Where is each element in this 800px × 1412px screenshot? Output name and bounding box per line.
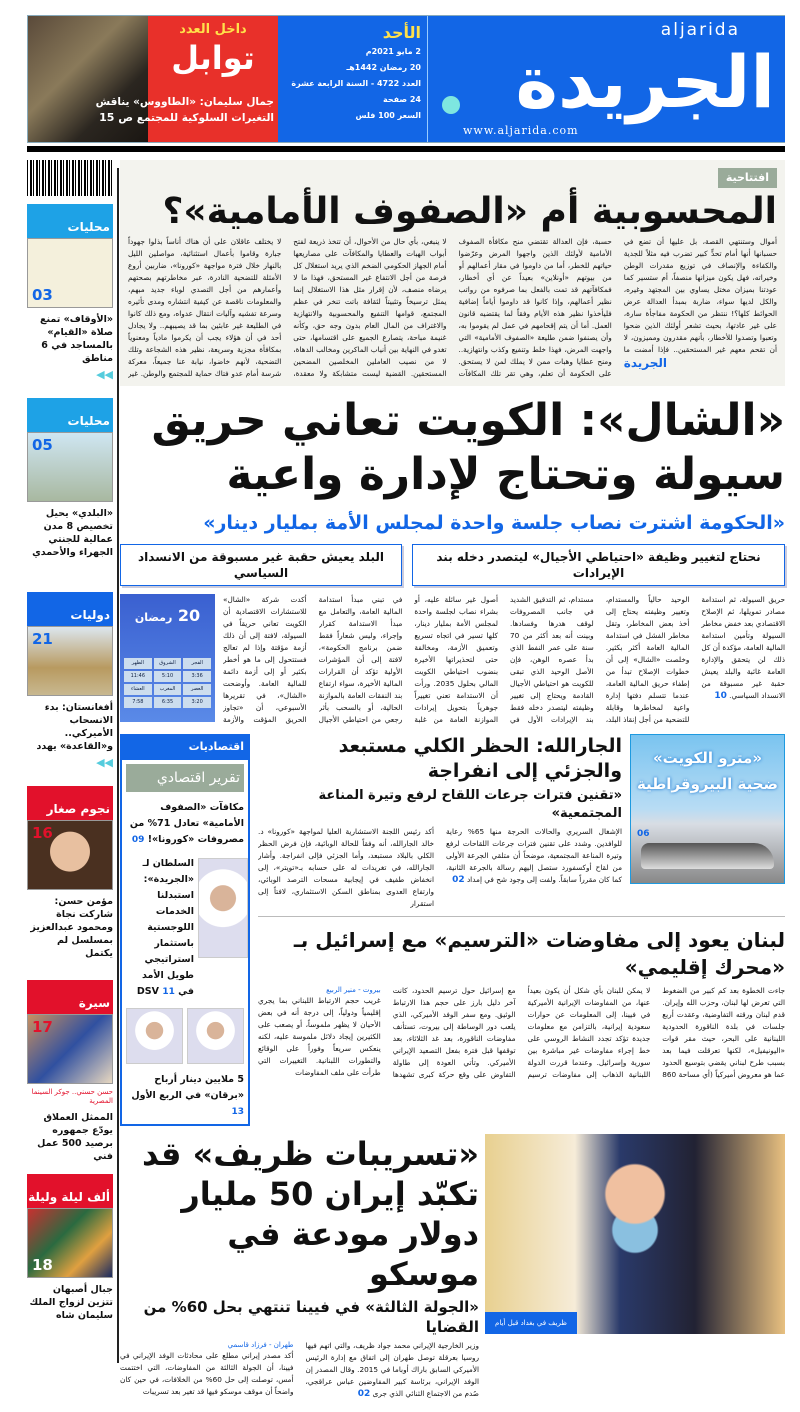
prayer-time-cell: المغرب bbox=[154, 684, 182, 695]
promo-headline: جمال سليمان: «الطاووس» يناقش التغيرات السلوكية للمجتمع bbox=[95, 96, 274, 124]
editorial-column bbox=[624, 236, 777, 380]
prayer-time-cell: الشروق bbox=[154, 658, 182, 669]
editorial-signature: الجريدة bbox=[623, 356, 668, 370]
zarif-photo bbox=[485, 1134, 785, 1334]
lebanon-body bbox=[258, 985, 785, 1081]
editorial-headline[interactable]: المحسوبية أم «الصفوف الأمامية»؟ bbox=[162, 191, 777, 232]
page-number: 21 bbox=[32, 630, 53, 648]
jarallah-body bbox=[258, 826, 622, 910]
page-number: 18 bbox=[32, 1256, 53, 1274]
metro-headline: «مترو الكويت» ضحية البيروقراطية bbox=[636, 749, 779, 793]
issue-info bbox=[278, 16, 428, 142]
thumbnail bbox=[27, 626, 113, 696]
economy-item[interactable] bbox=[122, 796, 248, 852]
promo-page: ص 15 bbox=[99, 111, 134, 124]
thumbnail bbox=[27, 432, 113, 502]
article-column: الوحيد حالياً والمستدام، وتغيير وظيفته يحتاج إلى أخذ بعض المخاطر، وتقل مخاطر الفشل في استدامة المالية العامة أكثر بكثير. وخلصت «الشال» إلى أن خطوات الإصلاح تبدأ من إطفاء حريق المالية العامة، عندما تتسلم دفتها إدارة واعية لمخاطرها وقابلة للتضحية من أجل إنقاذ البلد، bbox=[605, 595, 690, 724]
main-content bbox=[120, 160, 785, 1412]
sidebar-item-young-stars[interactable] bbox=[27, 786, 113, 980]
article-column: مع إسرائيل حول ترسيم الحدود، كانت آخر دليل بارز على حجم هذا الارتباط الوثيق. ومع سفر الوفد الأميركي، الذي يلعب دور الوساطة إلى بيروت، تستأنف مفاوضات الناقورة، بعد غد الثلاثاء، بعد توقفها قبل فترة بفعل التصعيد الإيراني الأميركي. وتأتي العودة إلى طاولة التفاوض على وقع حركة كبرى تشهدها bbox=[392, 986, 516, 1079]
article-column bbox=[258, 985, 381, 1081]
lebanon-article bbox=[258, 927, 785, 1081]
ramadan-prayer-times bbox=[120, 594, 215, 722]
portrait-photo bbox=[126, 1008, 183, 1064]
iran-article bbox=[120, 1134, 785, 1412]
prayer-time-cell: العشاء bbox=[124, 684, 152, 695]
economy-headline: السلطان لـ «الجريدة»: استبدلنا الخدمات اللوجستية باستثمار استراتيجي طويل الأمد في DSV bbox=[136, 858, 194, 997]
editorial-column: لا ينبغي، بأي حال من الأحوال، أن تتخذ ذريعة لفتح أبواب الهبات والعطايا والمكافآت على مصاريعها أمام الجهاز الحكومي الضخم الذي يريد استغلال كل فرصة من أجل الانتفاع غير المستحق، فهذا ما لا يرضاه منصف، لأن إقرار مثل هذا الاستغلال إنما يمثل ترسيخاً وتثبيتاً لثقافة باتت تنخر في عظم المجتمع، قوامها التنفيع والمحسوبية والانتهازية والاغتراف من المال العام بدون وجه حق، وكأنه غنيمة مباحة، يتصارع الجميع على اقتسامها، حتى تغدو في النهاية بين أنياب الماكرين ومخالب الدهاة، لا من نصيب العاملين المخلصين المضحين المستحقين. القضية ليست متشابكة ولا معقدة، bbox=[293, 237, 447, 378]
thumbnail bbox=[27, 1014, 113, 1084]
article-column bbox=[306, 1340, 480, 1412]
photo-caption: ظريف في بغداد قبل أيام bbox=[485, 1312, 577, 1334]
caption: أفغانستان: بدء الانسحاب الأميركي.. و«القاعدة» يهدد bbox=[36, 702, 113, 752]
prayer-time-cell: الظهر bbox=[124, 658, 152, 669]
sidebar-item-local-1[interactable] bbox=[27, 204, 113, 398]
prayer-time-cell: العصر bbox=[183, 684, 211, 695]
article-column: أكدت شركة «الشال» للاستشارات الاقتصادية أن الكويت تعاني حريقاً في السيولة، لافتة إلى أن ذلك أزمة مؤقتة وإذا لم تعالج فستتحول إلى ما هو أخطر بكثير أو إلى أزمة دائمة للمالية العامة. وأوضحت «الشال»، في تقريرها الأسبوعي، أن «تجاوز الحريق المؤقت والأزمة bbox=[223, 595, 307, 724]
issue-number: العدد 4722 - السنة الرابعة عشرة bbox=[291, 79, 421, 88]
continued-page[interactable]: 02 bbox=[357, 1389, 371, 1399]
ramadan-day bbox=[120, 606, 215, 628]
article-column bbox=[446, 826, 622, 910]
page-number: 05 bbox=[32, 436, 53, 454]
page-number: 03 bbox=[32, 286, 53, 304]
economy-item[interactable] bbox=[122, 1068, 248, 1124]
logo-arabic: الجريدة bbox=[515, 40, 775, 124]
article-column-text: وزير الخارجية الإيراني محمد جواد ظريف، والتي اتهم فيها روسيا بعرقلة توصل طهران إلى اتفاق مع إدارة الرئيس الأميركي السابق باراك أوباما في 2015. وقال المصدر إن الوفد الإيراني، برئاسة كبير المفاوضين عباس عراقجي، صُدم من الاجتماع الثنائي الذي جرى bbox=[305, 1341, 479, 1398]
shal-subhead-box: نحتاج لتغيير وظيفة «احتياطي الأجيال» ليتصدر دخله بند الإيرادات bbox=[412, 544, 785, 586]
caption: جبال أصبهان تتزين لزواج الملك سليمان شاه bbox=[29, 1284, 113, 1321]
sidebar bbox=[27, 160, 113, 1368]
byline: بيروت - منير الربيع bbox=[326, 986, 381, 994]
prayer-times-grid bbox=[124, 658, 211, 708]
economy-headline: 5 ملايين دينار أرباح «برقان» في الربع الأول bbox=[131, 1074, 244, 1101]
date-hijri: 20 رمضان 1442هـ bbox=[346, 63, 421, 72]
sidebar-item-arabian-nights[interactable] bbox=[27, 1174, 113, 1368]
section-label: دوليات bbox=[27, 592, 113, 626]
jarallah-headline[interactable]: الجارالله: الحظر الكلي مستبعد والجزئي إلى انفراجة bbox=[338, 735, 622, 782]
article-column: لا يمكن للبنان بأي شكل أن يكون بعيداً عنها، من المفاوضات الإيرانية الأميركية في فيينا، إلى المعلومات عن حوارات سعودية إيرانية، بالتزامن مع معلومات جديدة تؤكد تجدد النشاط الروسي على خط إجراء مفاوضات غير مباشرة بين سورية وإسرائيل. وعندما قررت الدولة اللبنانية الذهاب إلى مفاوضات ترسيم bbox=[527, 986, 651, 1079]
article-column-text: الإشغال السريري والحالات الحرجة منها 65% رعاية للوافدين. وشدد على تقنين فترات جرعات اللقاحات لرفع وتيرة المناعة المجتمعية، موضحاً أن متلقي الجرعة الأولى من لقاح أوكسفورد ستصل إليهم رسالة بالجرعة الثانية، كما كان مقرراً سابقاً. ولفت إلى وجود شح في إمداد bbox=[446, 827, 622, 884]
report-label: تقرير اقتصادي bbox=[126, 764, 244, 792]
metro-promo[interactable] bbox=[630, 734, 785, 884]
caption: مؤمن حسن: شاركت نجاة ومحمود عبدالعزيز بمسلسل لم يكتمل bbox=[30, 896, 113, 959]
thumbnail bbox=[27, 820, 113, 890]
logo-dot bbox=[442, 96, 460, 114]
economy-headline: مكافآت «الصفوف الأمامية» تعادل 71% من مصروفات «كورونا»! bbox=[129, 802, 244, 845]
jarallah-subheadline: «تقنين فترات جرعات اللقاح لرفع وتيرة المناعة المجتمعية» bbox=[318, 788, 622, 821]
ramadan-day-number: 20 bbox=[177, 606, 201, 625]
tawabil-logo: توابل bbox=[171, 39, 255, 77]
article-column-text: أكد مصدر إيراني مطلع على محادثات الوفد الإيراني في فيينا، أن الجولة الثالثة من المفاوضات، التي اختتمت أمس، توصلت إلى حل 60% من الخلافات، في حين كان واضحاً أن موقف موسكو فيها قد تغير بعد تسريبات bbox=[120, 1351, 294, 1396]
editorial-column: لا يختلف عاقلان على أن هناك أناساً بذلوا جهوداً جبارة وقاموا بأعمال استثنائية، مواصلين الليل بالنهار خلال فترة مواجهة «كورونا»، ضاربين أروع الأمثلة للتضحية النادرة، عبر مخاطرتهم بصحتهم وأعمارهم من أجل التصدي لوباء جديد مبهم، والمعلومات ناقصة عن كيفية انتشاره ومدى تأثيره وسرعة تفشيه وآليات انتقال عدواه، ومع ذلك كانوا في الطليعة غير عابئين بما قد يصيبهم.. ولا يجادل أحد في أن هؤلاء يجب أن يكرموا مادياً ومعنوياً بمكافأة مجزية وسريعة، نظير هذه الشجاعة وتلك التضحية، لأنهم خاضوا، نيابة عنا جميعاً، معركة شرسة أمام عدو فتاك حماية للمجتمع والوطن. غير bbox=[128, 237, 282, 378]
portrait-photo bbox=[198, 858, 248, 958]
date-gregorian: 2 مايو 2021م bbox=[365, 47, 421, 56]
divider bbox=[27, 146, 785, 152]
shal-article-body bbox=[223, 594, 785, 726]
shal-subhead-box: البلد يعيش حقبة غير مسبوقة من الانسداد السياسي bbox=[120, 544, 402, 586]
caption: «الأوقاف» تمنع صلاة «القيام» بالمساجد في 6 مناطق bbox=[40, 314, 113, 364]
caption: الممثل العملاق يودّع جمهوره برصيد 500 عمل فني bbox=[37, 1112, 113, 1162]
lebanon-headline[interactable]: لبنان يعود إلى مفاوضات «الترسيم» مع إسرائيل بـ «محرك إقليمي» bbox=[293, 928, 785, 979]
article-column bbox=[701, 594, 785, 726]
editorial-column-text: أموال وستنتهي القصة، بل عليها أن تضع في حسبانها أنها أمام تحدٍّ كبير تضرب فيه مثلاً للجدية والكفاءة والإنصاف في توزيع مقدرات الوطن وخيراته، فهل يكون ميزانها منصفاً، أم ستسير كما عودتنا بميزان مختل يساوي بين المجتهد وغيره، والكل لديها سواء، ضاربة بمبدأ العدالة عرض الحوائط كلها؟! ننتظر من الحكومة مفاجأة سارة، على غير عادتها، بحيث تشعر أولئك الذين ضحوا وتعبوا وتصدوا للأخطار، بأنهم مقدرون ومميزون، لا أن تقحم معهم غير المستحقين.. فإذا أمضت ما bbox=[623, 237, 777, 354]
portrait-photo bbox=[187, 1008, 244, 1064]
editorial-column: حسبة، فإن العدالة تقتضي منح مكافأة الصفوف الأمامية لأولئك الذين واجهوا المرض وعرّضوا حياتهم للخطر، أما من داوموا في مقار أعمالهم أو من بيوتهم «أونلاين» بعيداً عن أي أخطار، فمكافآتهم قد تمت بالفعل بما صرفوه من رواتب نظير أعمالهم، وإذا كانوا قد داوموا أياماً إضافية فليأخذوا نظير هذه الأيام وفقاً لما يقتضيه قانون العمل. أما أن يتم إقحامهم في عمل لم يقوموا به، وأن يصنفوا ضمن طليعة «الصفوف الأمامية» التي واجهت المرض، فهذا خلط وتنفيع وكذب وانتهازية.. ومنح عطايا وهبات ممن لا يملك لمن لا يستحق. على الحكومة أن تعلم، وهي تقر تلك المكافآت bbox=[458, 237, 612, 378]
article-column bbox=[120, 1340, 294, 1412]
prayer-time-cell: 11:46 bbox=[124, 671, 152, 682]
page-number: 11 bbox=[162, 987, 175, 997]
sidebar-item-biography[interactable] bbox=[27, 980, 113, 1174]
main-headline[interactable]: «الشال»: الكويت تعاني حريق سيولة وتحتاج لإدارة واعية bbox=[151, 395, 785, 500]
caption: «البلدي» يحيل تخصيص 8 مدن عمالية للجنتي الجهراء والأحمدي bbox=[32, 508, 113, 558]
price: السعر 100 فلس bbox=[355, 111, 421, 120]
page-number: 09 bbox=[131, 835, 145, 845]
page-number: 13 bbox=[231, 1107, 244, 1117]
page-number: 06 bbox=[637, 829, 650, 839]
section-label: محليات bbox=[27, 398, 113, 432]
iran-subheadline: «الجولة الثالثة» في فيينا تنتهي بحل 60% من القضايا bbox=[143, 1298, 479, 1336]
prayer-time-cell: 6:35 bbox=[154, 697, 182, 708]
article-column: في تبني مبدأ استدامة المالية العامة، والتعامل مع مبدأ الاستدامة كقرار وإجراء، وليس شعاراً فقط ضمن برنامج الحكومة»، لافتة إلى أن المؤشرات الأولية تؤكد أن القرارات المالية الأخيرة، سواء ارتفاع بند النفقات العامة بالموازنة الحالية، أو بالسحب بأثر رجعي من احتياطي الأجيال bbox=[318, 595, 403, 724]
section-label: سيرة bbox=[27, 980, 113, 1014]
main-subheadline: «الحكومة اشترت نصاب جلسة واحدة لمجلس الأمة بمليار دينار» bbox=[203, 512, 785, 534]
chevron-left-icon: ◀◀ bbox=[96, 756, 113, 769]
prayer-time-cell: 3:20 bbox=[183, 697, 211, 708]
article-column-text: جاءت الخطوة بعد كم كبير من الضغوط التي تعرض لها لبنان، وحزب الله وإيران. قدم لبنان ورقته التفاوضية، وعقدت أربع جلسات في بلدة الناقورة الحدودية اللبنانية على البحر، حيث مقر قوات «اليونيفيل»، لكنها تعرقلت فيما بعد بسبب طرح لبناني يقضي بتوسيع الحدود عما هو معروض أميركياً (أي مساحة 860 bbox=[662, 986, 785, 1079]
page-number: 16 bbox=[32, 824, 53, 842]
chevron-left-icon: ◀◀ bbox=[96, 368, 113, 381]
article-column: مستدام، ثم التدقيق الشديد في جانب المصروفات لوقف هدرها وفسادها. وبينت أنه بعد أكثر من 70 سنة على عمر النفط الذي بدأ عصره الوهن، فإن الأصل الوحيد الذي تبقى للكويت هو احتياطي الأجيال القادمة ويحتاج إلى تغيير وظيفته ليتصدر دخله فقط بند الإيرادات الأول في bbox=[510, 595, 594, 724]
barcode bbox=[27, 160, 113, 196]
page-number: 17 bbox=[32, 1018, 53, 1036]
byline: طهران - فرزاد قاسمي bbox=[227, 1341, 294, 1349]
sidebar-divider bbox=[117, 168, 119, 1363]
continued-page[interactable]: 02 bbox=[452, 875, 465, 885]
sidebar-item-international[interactable] bbox=[27, 592, 113, 786]
train-image bbox=[641, 843, 774, 869]
masthead bbox=[27, 15, 785, 143]
article-column: أكد رئيس اللجنة الاستشارية العليا لمواجهة «كورونا» د. خالد الجارالله، أنه وفقاً للحالة الوبائية، فإن فرض الحظر الكلي بالبلاد مستبعد، وأما الجزئي فإلى انفراجة. وأشار الجارالله، في تغريدات له على حسابه بـ«تويتر»، إلى انخفاض طفيف في إيجابية مسحات الترصد الوبائي، وارتفاع العدوى بمناطق السكن الاستثماري، لافتاً إلى استقرار bbox=[258, 827, 434, 908]
ramadan-label: رمضان bbox=[134, 611, 173, 624]
article-column: أصول غير سائلة عليه، أو بشراء نصاب لجلسة واحدة لمجلس الأمة بمليار دينار، كلها تسير في اتجاه تسريع وتعميق الأزمة، ومخالفة حتى لتحذيراتها الأخيرة بنضوب احتياطي الكويت المالي بحلول 2035. ورأت أن الاستدامة تعني تغييراً جوهرياً بتحويل إيرادات الموازنة العامة من غلبة bbox=[414, 595, 499, 724]
editorial-label: افتتاحية bbox=[718, 168, 777, 188]
logo-latin: aljarida bbox=[660, 20, 740, 40]
economy-item[interactable] bbox=[122, 852, 198, 1004]
thumbnail bbox=[27, 1208, 113, 1278]
prayer-time-cell: 5:10 bbox=[154, 671, 182, 682]
economy-box bbox=[120, 734, 250, 1126]
iran-headline[interactable]: «تسريبات ظريف» قد تكبّد إيران 50 مليار دولار مودعة في موسكو bbox=[142, 1135, 479, 1293]
thumbnail bbox=[27, 238, 113, 308]
caption-kicker: حسن حسني.. جوكر السينما المصرية bbox=[31, 1088, 113, 1105]
article-column-text: حريق السيولة، ثم استدامة مصادر تمويلها، ثم الإصلاح الاقتصادي بعد خفض مخاطر السيولة وتأمين استدامة المالية العامة، مؤكدة أن كل ذلك لن يتحقق والإدارة العامة غائبة والبلد يعيش حقبة غير مسبوقة من الانسداد السياسي. bbox=[701, 595, 786, 700]
article-column bbox=[662, 985, 785, 1081]
page-count: 24 صفحة bbox=[382, 95, 421, 104]
newspaper-logo[interactable] bbox=[428, 16, 785, 142]
inside-issue-promo[interactable] bbox=[28, 16, 278, 142]
editorial[interactable] bbox=[120, 160, 785, 386]
prayer-time-cell: 3:36 bbox=[183, 671, 211, 682]
inside-issue-label: داخل العدد bbox=[179, 22, 247, 37]
prayer-time-cell: 7:58 bbox=[124, 697, 152, 708]
sidebar-item-local-2[interactable] bbox=[27, 398, 113, 592]
section-label: محليات bbox=[27, 204, 113, 238]
section-label: اقتصاديات bbox=[122, 734, 248, 760]
section-label: نجوم صغار bbox=[27, 786, 113, 820]
continued-page[interactable]: 10 bbox=[714, 691, 727, 701]
prayer-time-cell: الفجر bbox=[183, 658, 211, 669]
day: الأحد bbox=[382, 23, 421, 42]
website-url[interactable]: www.aljarida.com bbox=[463, 124, 579, 137]
article-column-text: غريب حجم الارتباط اللبناني بما يجري إقليمياً ودولياً، إلى درجة أنه في بعض الأحيان لا يظهر ملموساً، أو يصعب على الكثيرين إيجاد دلائل ملموسة عليه، لكنه ينعكس سريعاً وفوراً على الوقائع والتطورات اللبنانية. التغييرات التي طرأت على ملف المفاوضات bbox=[258, 996, 381, 1077]
section-label: ألف ليلة وليلة bbox=[27, 1174, 113, 1208]
iran-body bbox=[120, 1340, 479, 1412]
